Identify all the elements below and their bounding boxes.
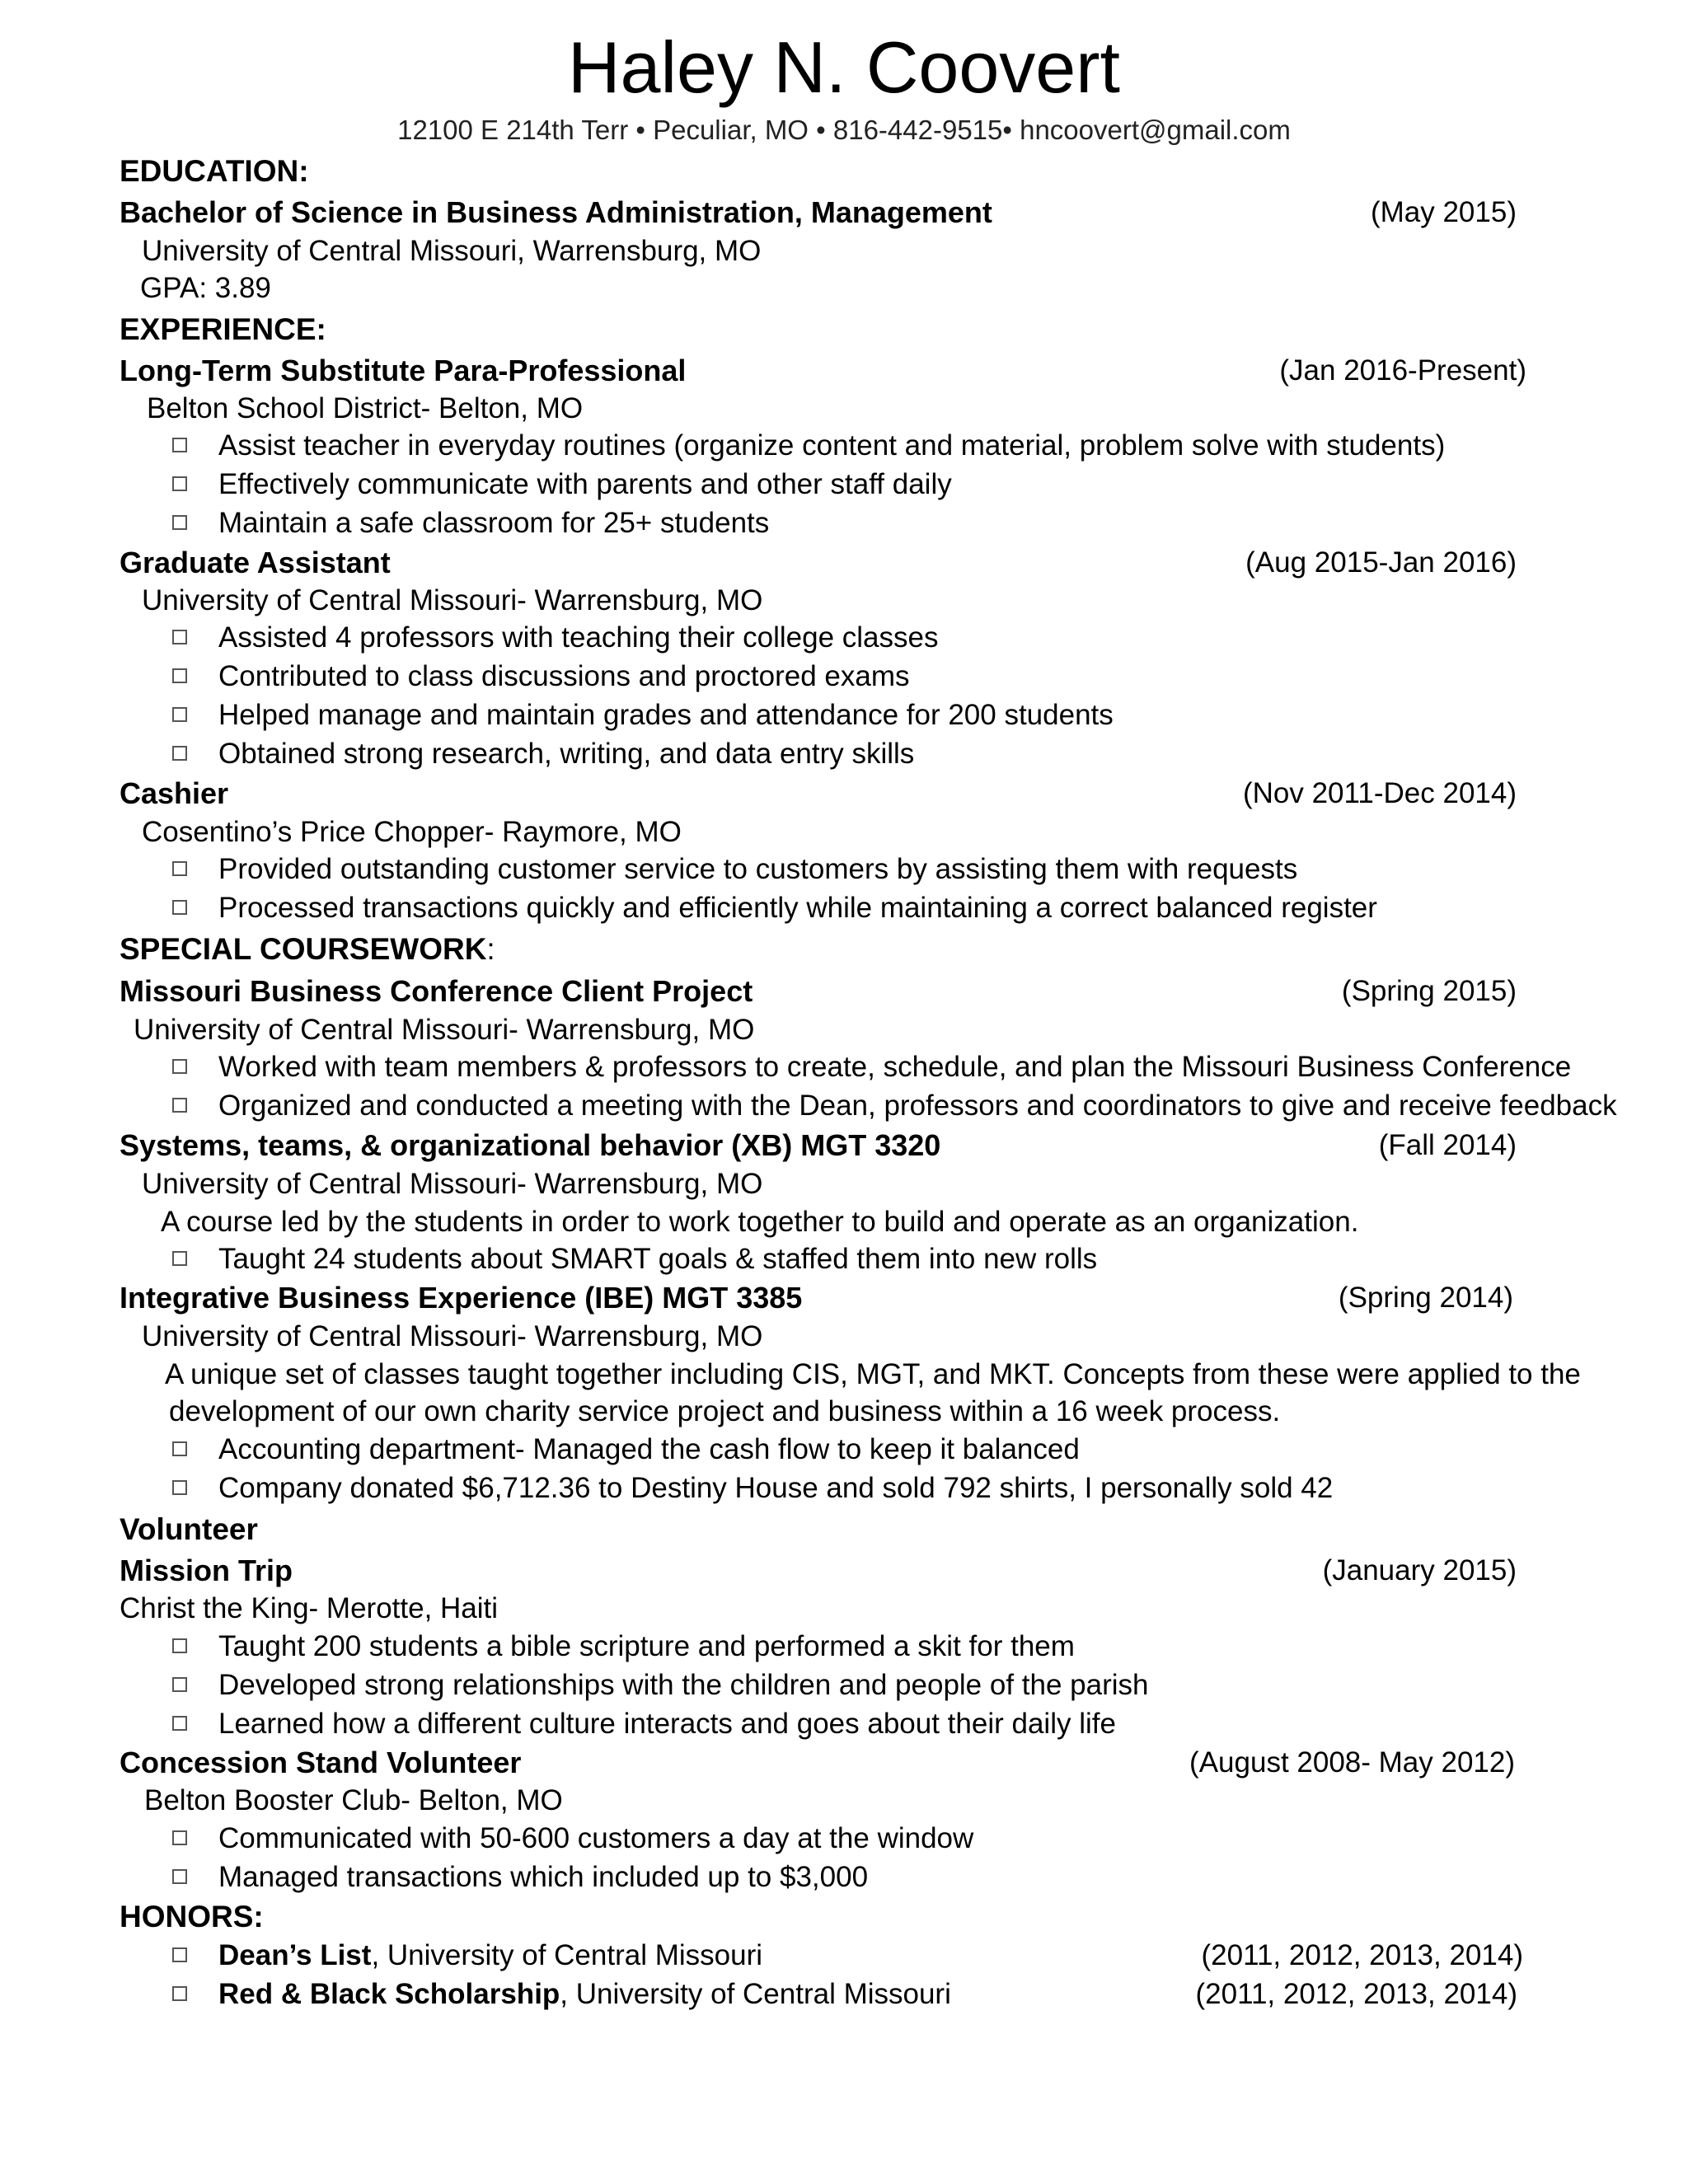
bullet-checkbox-icon: [172, 1677, 187, 1692]
course-date: (Spring 2014): [1338, 1282, 1513, 1314]
contact-line: 12100 E 214th Terr • Peculiar, MO • 816-442-9515• hncoovert@gmail.com: [397, 115, 1291, 145]
job-bullet: Assist teacher in everyday routines (organize content and material, problem solve with students): [218, 429, 1446, 462]
course-date: (Spring 2015): [1341, 975, 1517, 1007]
volunteer-bullet: Developed strong relationships with the children and people of the parish: [218, 1669, 1149, 1701]
volunteer-bullet: Managed transactions which included up to $3,000: [218, 1861, 869, 1893]
bullet-checkbox-icon: [172, 476, 187, 491]
course-description: A unique set of classes taught together including CIS, MGT, and MKT. Concepts from these were applied to the: [165, 1358, 1581, 1390]
volunteer-bullet: Taught 200 students a bible scripture and performed a skit for them: [218, 1630, 1075, 1662]
bullet-checkbox-icon: [172, 1830, 187, 1845]
honor-item: [218, 1938, 762, 1974]
job-org: Cosentino’s Price Chopper- Raymore, MO: [142, 816, 682, 848]
bullet-checkbox-icon: [172, 1986, 187, 2001]
job-title: Graduate Assistant: [120, 546, 391, 579]
job-bullet: Helped manage and maintain grades and attendance for 200 students: [218, 699, 1114, 731]
course-title: Missouri Business Conference Client Project: [120, 974, 753, 1008]
experience-heading: EXPERIENCE:: [120, 312, 326, 346]
job-bullet: Processed transactions quickly and efficiently while maintaining a correct balanced register: [218, 892, 1377, 924]
bullet-checkbox-icon: [172, 707, 187, 722]
course-description: development of our own charity service project and business within a 16 week process.: [169, 1395, 1281, 1427]
job-date: (Jan 2016-Present): [1279, 354, 1526, 387]
honor-detail: , University of Central Missouri: [371, 1939, 763, 1971]
honor-date: (2011, 2012, 2013, 2014): [1201, 1939, 1523, 1971]
volunteer-title: Concession Stand Volunteer: [120, 1746, 522, 1779]
job-bullet: Contributed to class discussions and proctored exams: [218, 660, 910, 692]
coursework-heading: [120, 931, 495, 968]
volunteer-title: Mission Trip: [120, 1554, 293, 1587]
job-bullet: Maintain a safe classroom for 25+ students: [218, 507, 770, 539]
degree-school: University of Central Missouri, Warrensburg, MO: [142, 235, 762, 267]
volunteer-bullet: Communicated with 50-600 customers a day at the window: [218, 1822, 974, 1854]
job-date: (Nov 2011-Dec 2014): [1242, 777, 1517, 809]
volunteer-date: (January 2015): [1322, 1554, 1517, 1586]
coursework-heading-colon: :: [486, 932, 495, 966]
bullet-checkbox-icon: [172, 861, 187, 876]
volunteer-date: (August 2008- May 2012): [1189, 1746, 1515, 1779]
bullet-checkbox-icon: [172, 630, 187, 644]
honor-item: [218, 1976, 951, 2013]
job-bullet: Assisted 4 professors with teaching their college classes: [218, 621, 939, 654]
bullet-checkbox-icon: [172, 900, 187, 915]
course-date: (Fall 2014): [1378, 1129, 1517, 1161]
job-bullet: Provided outstanding customer service to customers by assisting them with requests: [218, 853, 1298, 885]
volunteer-bullet: Learned how a different culture interacts and goes about their daily life: [218, 1708, 1116, 1740]
applicant-name: Haley N. Coovert: [567, 26, 1120, 108]
gpa: GPA: 3.89: [140, 272, 271, 304]
course-bullet: Company donated $6,712.36 to Destiny House and sold 792 shirts, I personally sold 42: [218, 1472, 1334, 1504]
course-title: Integrative Business Experience (IBE) MGT 3385: [120, 1281, 803, 1315]
bullet-checkbox-icon: [172, 1716, 187, 1731]
bullet-checkbox-icon: [172, 1441, 187, 1456]
course-org: University of Central Missouri- Warrensburg, MO: [134, 1014, 755, 1046]
honor-name: Red & Black Scholarship: [218, 1978, 560, 2010]
honor-detail: , University of Central Missouri: [560, 1978, 951, 2010]
job-org: University of Central Missouri- Warrensburg, MO: [142, 584, 763, 616]
course-bullet: Taught 24 students about SMART goals & staffed them into new rolls: [218, 1243, 1098, 1275]
course-bullet: Organized and conducted a meeting with the Dean, professors and coordinators to give and receive feedback: [218, 1090, 1617, 1122]
bullet-checkbox-icon: [172, 746, 187, 761]
course-org: University of Central Missouri- Warrensburg, MO: [142, 1320, 763, 1352]
bullet-checkbox-icon: [172, 1251, 187, 1266]
course-org: University of Central Missouri- Warrensburg, MO: [142, 1168, 763, 1200]
bullet-checkbox-icon: [172, 1947, 187, 1962]
bullet-checkbox-icon: [172, 1098, 187, 1113]
bullet-checkbox-icon: [172, 1869, 187, 1884]
course-bullet: Worked with team members & professors to create, schedule, and plan the Missouri Business Conference: [218, 1051, 1572, 1083]
bullet-checkbox-icon: [172, 515, 187, 530]
job-title: Long-Term Substitute Para-Professional: [120, 354, 687, 387]
job-title: Cashier: [120, 776, 229, 810]
honor-date: (2011, 2012, 2013, 2014): [1195, 1978, 1517, 2010]
bullet-checkbox-icon: [172, 1059, 187, 1074]
job-bullet: Obtained strong research, writing, and data entry skills: [218, 738, 915, 770]
degree-date: (May 2015): [1370, 196, 1517, 228]
course-title: Systems, teams, & organizational behavior (XB) MGT 3320: [120, 1128, 941, 1162]
course-description: A course led by the students in order to work together to build and operate as an organization.: [161, 1206, 1359, 1238]
bullet-checkbox-icon: [172, 438, 187, 452]
bullet-checkbox-icon: [172, 1638, 187, 1653]
job-date: (Aug 2015-Jan 2016): [1245, 546, 1517, 579]
bullet-checkbox-icon: [172, 668, 187, 683]
volunteer-heading: Volunteer: [120, 1512, 258, 1546]
bullet-checkbox-icon: [172, 1480, 187, 1495]
job-org: Belton School District- Belton, MO: [147, 392, 584, 424]
honors-heading: HONORS:: [120, 1900, 264, 1933]
course-bullet: Accounting department- Managed the cash flow to keep it balanced: [218, 1433, 1080, 1465]
volunteer-org: Belton Booster Club- Belton, MO: [144, 1784, 563, 1816]
coursework-heading-text: SPECIAL COURSEWORK: [120, 932, 487, 966]
job-bullet: Effectively communicate with parents and other staff daily: [218, 468, 952, 500]
education-heading: EDUCATION:: [120, 154, 309, 188]
degree-title: Bachelor of Science in Business Administration, Management: [120, 195, 992, 229]
volunteer-org: Christ the King- Merotte, Haiti: [120, 1592, 499, 1624]
honor-name: Dean’s List: [218, 1939, 372, 1971]
